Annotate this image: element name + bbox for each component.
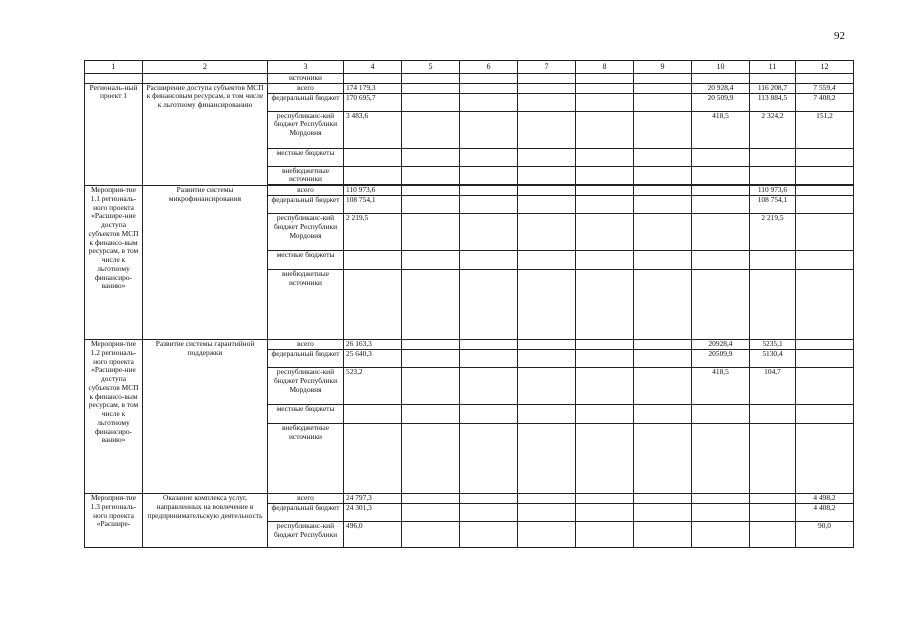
source-label: республиканс-кий бюджет Республики <box>268 521 344 547</box>
value-cell: 418,5 <box>692 111 750 148</box>
source-label: местные бюджеты <box>268 405 344 424</box>
value-cell: 4 498,2 <box>796 494 854 504</box>
col-header: 5 <box>402 61 460 74</box>
col-header: 2 <box>143 61 268 74</box>
col-header: 6 <box>460 61 518 74</box>
col-header: 9 <box>634 61 692 74</box>
source-label: республиканс-кий бюджет Республики Мордовия <box>268 111 344 148</box>
table-row <box>85 186 854 196</box>
block-name: Мероприя-тие 1.2 региональ-ного проекта «Расшире-ние доступа субъектов МСП к финансо-вым ресурсам, в том числе к льготному финансиро-ванию» <box>85 340 143 494</box>
source-label: федеральный бюджет <box>268 93 344 111</box>
value-cell: 7 408,2 <box>796 93 854 111</box>
value-cell: 108 754,1 <box>344 196 402 214</box>
col-header: 11 <box>750 61 796 74</box>
block-name: Мероприя-тие 1.3 региональ-ного проекта «Расшире- <box>85 494 143 548</box>
value-cell: 116 208,7 <box>750 83 796 93</box>
value-cell: 523,2 <box>344 368 402 405</box>
value-cell: 2 219,5 <box>344 214 402 251</box>
value-cell: 151,2 <box>796 111 854 148</box>
value-cell: 104,7 <box>750 368 796 405</box>
value-cell: 113 884,5 <box>750 93 796 111</box>
source-label: всего <box>268 83 344 93</box>
source-label: всего <box>268 186 344 196</box>
value-cell: 4 408,2 <box>796 503 854 521</box>
source-label: источники <box>268 74 344 84</box>
block-description: Развитие системы микрофинансирования <box>143 186 268 340</box>
source-label: федеральный бюджет <box>268 503 344 521</box>
col-header: 3 <box>268 61 344 74</box>
source-label: всего <box>268 494 344 504</box>
value-cell: 20928,4 <box>692 340 750 350</box>
source-label: федеральный бюджет <box>268 350 344 368</box>
value-cell: 5130,4 <box>750 350 796 368</box>
source-label: внебюджетные источники <box>268 424 344 494</box>
value-cell: 496,0 <box>344 521 402 547</box>
value-cell: 174 179,3 <box>344 83 402 93</box>
value-cell: 2 219,5 <box>750 214 796 251</box>
source-label: местные бюджеты <box>268 148 344 166</box>
value-cell: 3 483,6 <box>344 111 402 148</box>
source-label: всего <box>268 340 344 350</box>
page-number: 92 <box>834 30 845 42</box>
value-cell: 24 301,3 <box>344 503 402 521</box>
value-cell: 25 640,3 <box>344 350 402 368</box>
source-label: внебюджетные источники <box>268 166 344 184</box>
source-label: внебюджетные источники <box>268 270 344 340</box>
table-row <box>85 340 854 350</box>
col-header: 8 <box>576 61 634 74</box>
value-cell: 170 695,7 <box>344 93 402 111</box>
value-cell: 110 973,6 <box>344 186 402 196</box>
source-label: республиканс-кий бюджет Республики Мордовия <box>268 368 344 405</box>
block-description: Расширение доступа субъектов МСП к финансовым ресурсам, в том числе к льготному финансированию <box>143 83 268 185</box>
value-cell: 20 928,4 <box>692 83 750 93</box>
value-cell: 24 797,3 <box>344 494 402 504</box>
budget-table <box>84 60 854 548</box>
col-header: 10 <box>692 61 750 74</box>
value-cell: 110 973,6 <box>750 186 796 196</box>
block-name: Мероприя-тие 1.1 региональ-ного проекта «Расшире-ние доступа субъектов МСП к финансо-вым ресурсам, в том числе к льготному финансиро-ванию» <box>85 186 143 340</box>
value-cell: 418,5 <box>692 368 750 405</box>
block-name: Региональ-ный проект 1 <box>85 83 143 185</box>
block-description: Развитие системы гарантийной поддержки <box>143 340 268 494</box>
table-row <box>85 74 854 84</box>
header-row <box>85 61 854 74</box>
value-cell: 108 754,1 <box>750 196 796 214</box>
value-cell: 20509,9 <box>692 350 750 368</box>
source-label: местные бюджеты <box>268 251 344 270</box>
value-cell: 7 559,4 <box>796 83 854 93</box>
value-cell: 5235,1 <box>750 340 796 350</box>
value-cell: 90,0 <box>796 521 854 547</box>
col-header: 1 <box>85 61 143 74</box>
col-header: 7 <box>518 61 576 74</box>
source-label: федеральный бюджет <box>268 196 344 214</box>
col-header: 4 <box>344 61 402 74</box>
table-row <box>85 83 854 93</box>
value-cell: 20 509,9 <box>692 93 750 111</box>
source-label: республиканс-кий бюджет Республики Мордовия <box>268 214 344 251</box>
col-header: 12 <box>796 61 854 74</box>
table-row <box>85 494 854 504</box>
value-cell: 26 163,3 <box>344 340 402 350</box>
block-description: Оказание комплекса услуг, направленных на вовлечение в предпринимательскую деятельность <box>143 494 268 548</box>
value-cell: 2 324,2 <box>750 111 796 148</box>
